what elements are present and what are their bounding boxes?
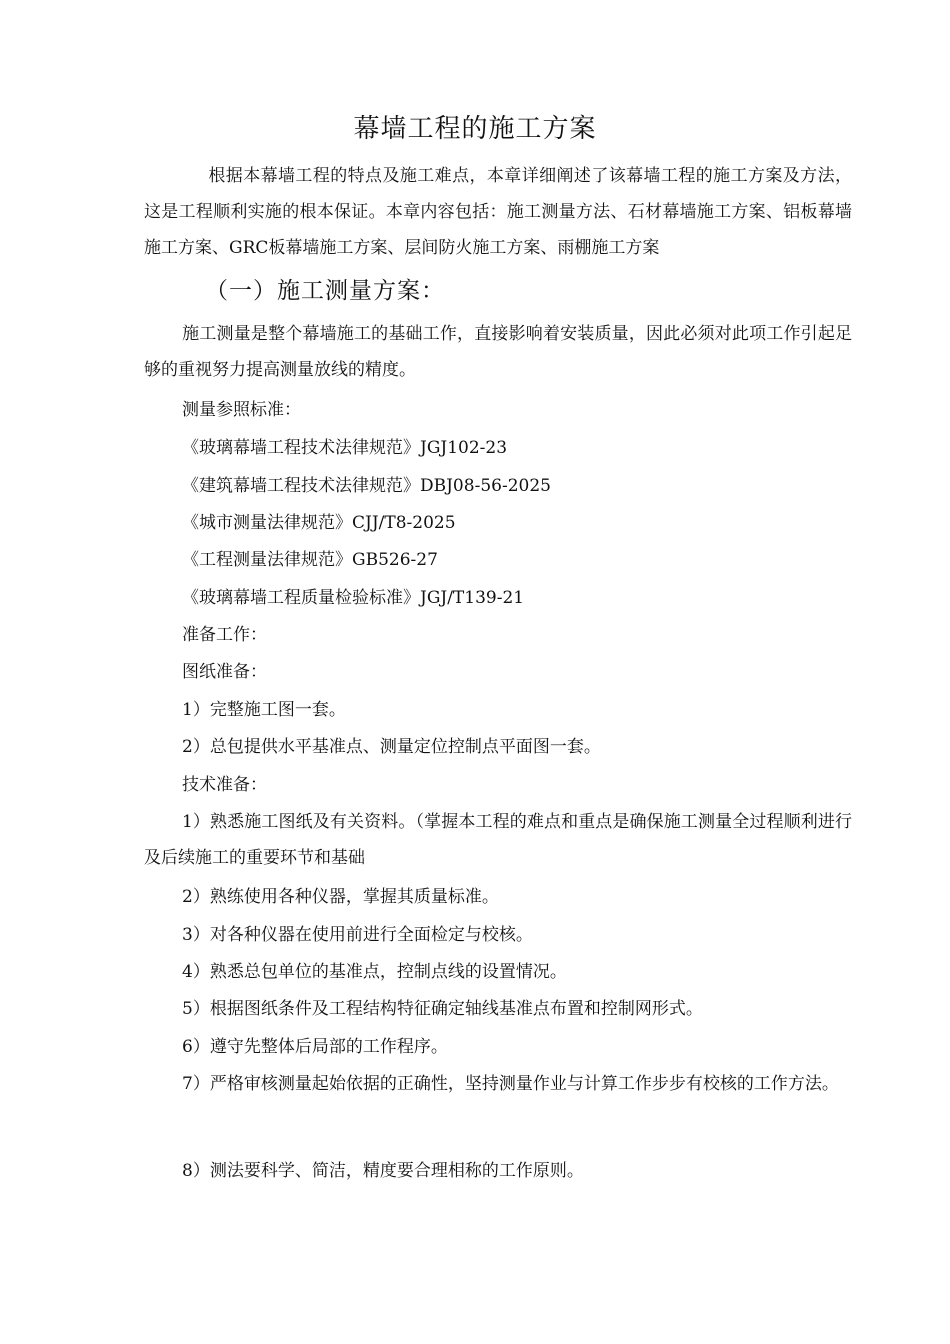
tech-item: 6）遵守先整体后局部的工作程序。: [182, 1037, 448, 1057]
tech-item-paragraph: [144, 1066, 852, 1102]
prep-label: 准备工作：: [182, 625, 267, 645]
standard-item: 《工程测量法律规范》GB526-27: [182, 550, 438, 570]
section-intro-paragraph: [144, 316, 852, 388]
tech-item: 2）熟练使用各种仪器，掌握其质量标准。: [182, 887, 499, 907]
intro-text: 根据本幕墙工程的特点及施工难点，本章详细阐述了该幕墙工程的施工方案及方法，这是工程顺利实施的根本保证。本章内容包括：施工测量方法、石材幕墙施工方案、铝板幕墙施工方案、GRC板幕墙施工方案、层间防火施工方案、雨棚施工方案: [144, 166, 852, 258]
tech-item-text: 7）严格审核测量起始依据的正确性，坚持测量作业与计算工作步步有校核的工作方法。: [182, 1074, 839, 1094]
tech-item: 8）测法要科学、简洁，精度要合理相称的工作原则。: [182, 1161, 584, 1181]
drawing-item: 2）总包提供水平基准点、测量定位控制点平面图一套。: [182, 737, 601, 757]
standard-item: 《玻璃幕墙工程质量检验标准》JGJ/T139-21: [182, 588, 525, 608]
standard-item: 《玻璃幕墙工程技术法律规范》JGJ102-23: [182, 438, 508, 458]
drawing-prep-label: 图纸准备：: [182, 662, 267, 682]
tech-prep-label: 技术准备：: [182, 775, 267, 795]
section-intro-text: 施工测量是整个幕墙施工的基础工作，直接影响着安装质量，因此必须对此项工作引起足够的重视努力提高测量放线的精度。: [144, 324, 852, 380]
tech-item: 3）对各种仪器在使用前进行全面检定与校核。: [182, 925, 533, 945]
tech-item: 4）熟悉总包单位的基准点，控制点线的设置情况。: [182, 962, 567, 982]
standard-item: 《建筑幕墙工程技术法律规范》DBJ08-56-2025: [182, 476, 551, 496]
document-title: 幕墙工程的施工方案: [353, 114, 597, 144]
tech-item-text: 1）熟悉施工图纸及有关资料。（掌握本工程的难点和重点是确保施工测量全过程顺利进行及后续施工的重要环节和基础: [144, 812, 852, 868]
tech-item-paragraph: [144, 804, 852, 876]
standards-label: 测量参照标准：: [182, 400, 301, 420]
standard-item: 《城市测量法律规范》CJJ/T8-2025: [182, 513, 456, 533]
section-heading: （一）施工测量方案：: [205, 278, 445, 304]
intro-paragraph: [144, 158, 852, 266]
drawing-item: 1）完整施工图一套。: [182, 700, 346, 720]
tech-item: 5）根据图纸条件及工程结构特征确定轴线基准点布置和控制网形式。: [182, 999, 703, 1019]
